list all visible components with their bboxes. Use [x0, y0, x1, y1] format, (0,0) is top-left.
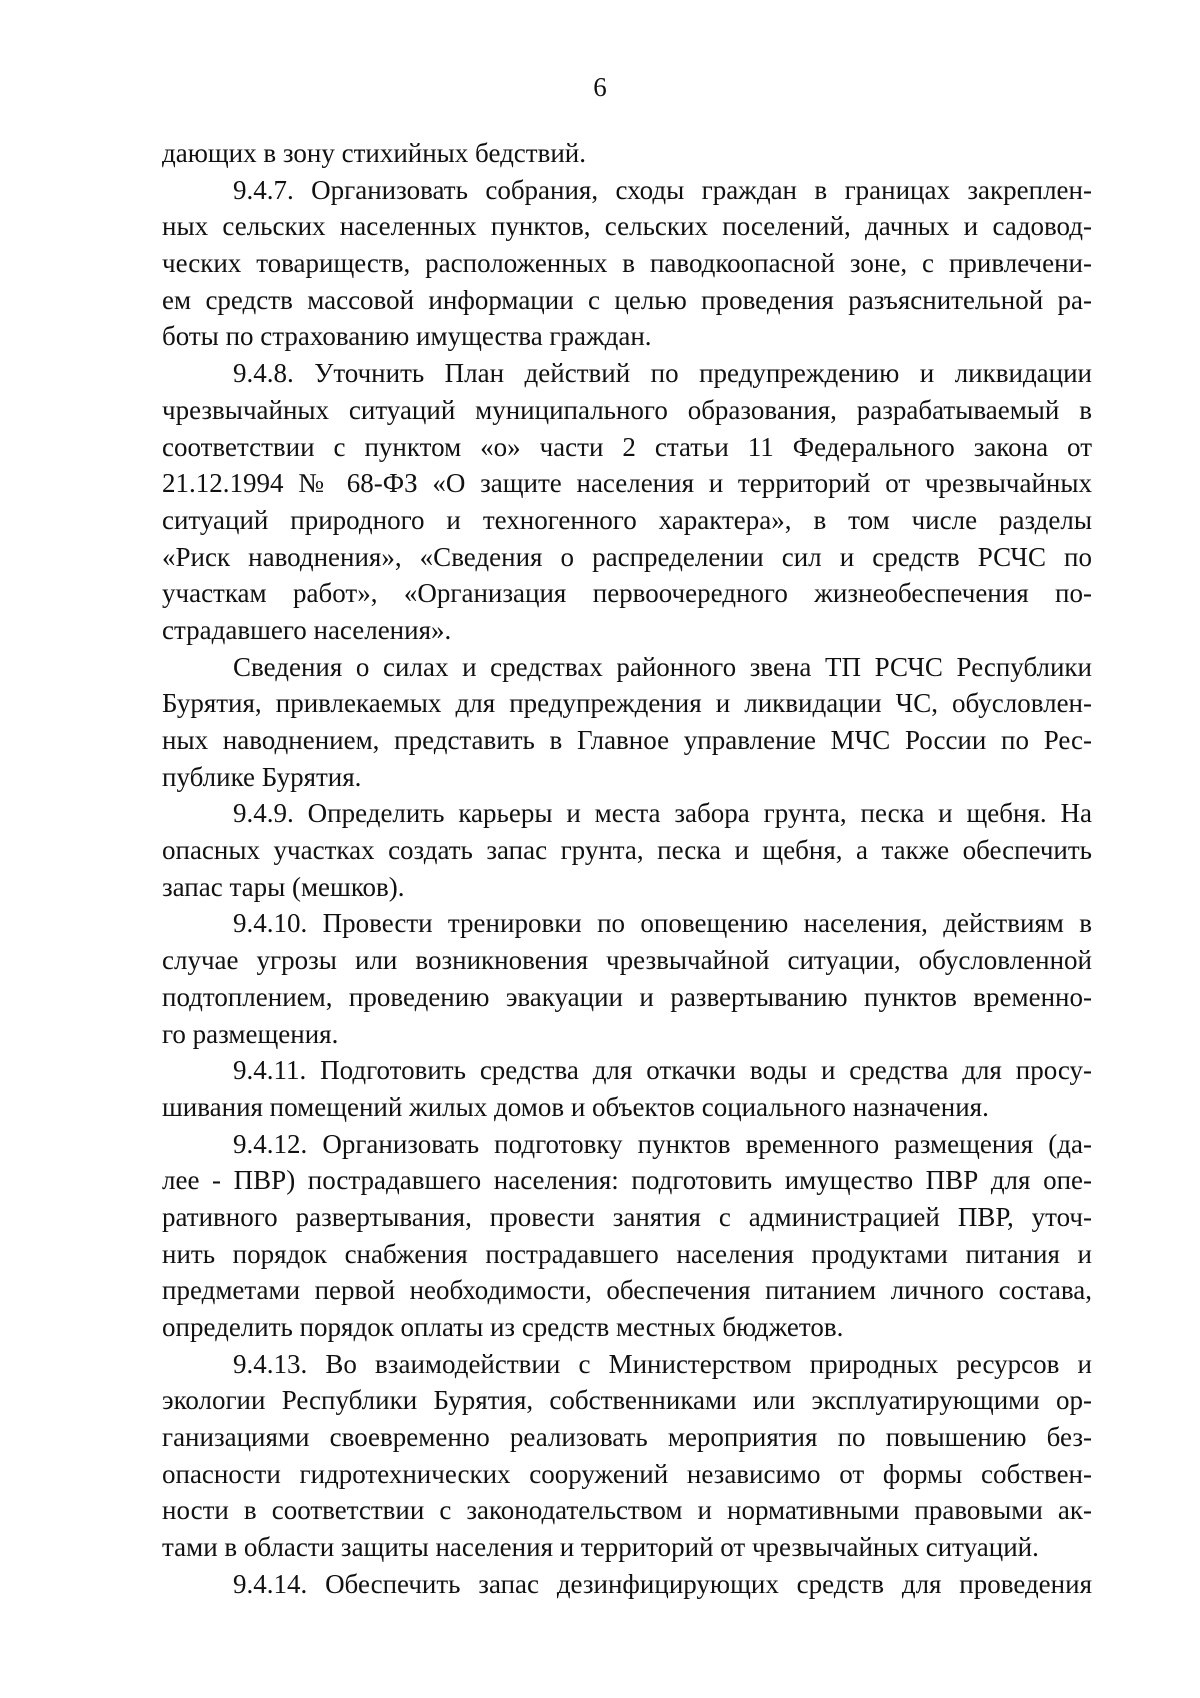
text-line: публике Бурятия. — [162, 761, 362, 792]
text-line: нить порядок снабжения пострадавшего населения продуктами питания и — [162, 1238, 1092, 1269]
text-line: 9.4.10. Провести тренировки по оповещению населения, действиям в — [233, 908, 1092, 939]
text-line: ческих товариществ, расположенных в паводкоопасной зоне, с привлечени- — [162, 248, 1092, 279]
text-line: ности в соответствии с законодательством и нормативными правовыми ак- — [162, 1495, 1092, 1526]
text-line: 9.4.7. Организовать собрания, сходы граждан в границах закреплен- — [233, 174, 1092, 205]
text-line: подтоплением, проведению эвакуации и развертыванию пунктов временно- — [162, 981, 1092, 1012]
text-line: лее - ПВР) пострадавшего населения: подготовить имущество ПВР для опе- — [162, 1165, 1092, 1196]
text-line: чрезвычайных ситуаций муниципального образования, разрабатываемый в — [162, 394, 1092, 425]
text-line: экологии Республики Бурятия, собственниками или эксплуатирующими ор- — [162, 1385, 1092, 1416]
text-line: ем средств массовой информации с целью проведения разъяснительной ра- — [162, 284, 1092, 315]
text-line: 9.4.11. Подготовить средства для откачки воды и средства для просу- — [233, 1055, 1092, 1086]
text-line: ситуаций природного и техногенного характера», в том числе разделы — [162, 504, 1092, 535]
text-line: Бурятия, привлекаемых для предупреждения и ликвидации ЧС, обусловлен- — [162, 688, 1092, 719]
text-line: 9.4.14. Обеспечить запас дезинфицирующих средств для проведения — [233, 1568, 1092, 1599]
text-line: 9.4.9. Определить карьеры и места забора грунта, песка и щебня. На — [233, 798, 1092, 829]
text-line: боты по страхованию имущества граждан. — [162, 321, 652, 352]
text-line: 9.4.8. Уточнить План действий по предупреждению и ликвидации — [233, 358, 1092, 389]
text-line: 21.12.1994 № 68-ФЗ «О защите населения и территорий от чрезвычайных — [162, 468, 1092, 499]
text-line: соответствии с пунктом «о» части 2 статьи 11 Федерального закона от — [162, 431, 1092, 462]
page-number: 6 — [593, 72, 607, 102]
text-line: определить порядок оплаты из средств местных бюджетов. — [162, 1312, 844, 1342]
text-line: 9.4.12. Организовать подготовку пунктов временного размещения (да- — [233, 1128, 1092, 1159]
text-line: тами в области защиты населения и территорий от чрезвычайных ситуаций. — [162, 1532, 1039, 1563]
text-line: участкам работ», «Организация первоочередного жизнеобеспечения по- — [162, 578, 1092, 609]
text-line: ганизациями своевременно реализовать мероприятия по повышению без- — [162, 1422, 1092, 1453]
text-line: опасности гидротехнических сооружений независимо от формы собствен- — [162, 1458, 1092, 1489]
document-body — [162, 135, 1092, 1603]
text-line: страдавшего населения». — [162, 614, 452, 645]
text-line: предметами первой необходимости, обеспечения питанием личного состава, — [162, 1275, 1092, 1306]
text-line: шивания помещений жилых домов и объектов социального назначения. — [162, 1091, 989, 1122]
text-line: ных сельских населенных пунктов, сельских поселений, дачных и садовод- — [162, 211, 1092, 242]
text-line: запас тары (мешков). — [162, 871, 405, 902]
text-line: случае угрозы или возникновения чрезвычайной ситуации, обусловленной — [162, 945, 1092, 976]
text-line: дающих в зону стихийных бедствий. — [162, 138, 586, 168]
text-line: «Риск наводнения», «Сведения о распределении сил и средств РСЧС по — [162, 541, 1092, 572]
text-line: ративного развертывания, провести занятия с администрацией ПВР, уточ- — [162, 1201, 1092, 1232]
text-line: го размещения. — [162, 1018, 339, 1049]
text-line: ных наводнением, представить в Главное управление МЧС России по Рес- — [162, 725, 1092, 755]
text-line: опасных участках создать запас грунта, песка и щебня, а также обеспечить — [162, 835, 1092, 866]
text-line: Сведения о силах и средствах районного звена ТП РСЧС Республики — [233, 651, 1092, 682]
text-line: 9.4.13. Во взаимодействии с Министерством природных ресурсов и — [233, 1348, 1092, 1379]
